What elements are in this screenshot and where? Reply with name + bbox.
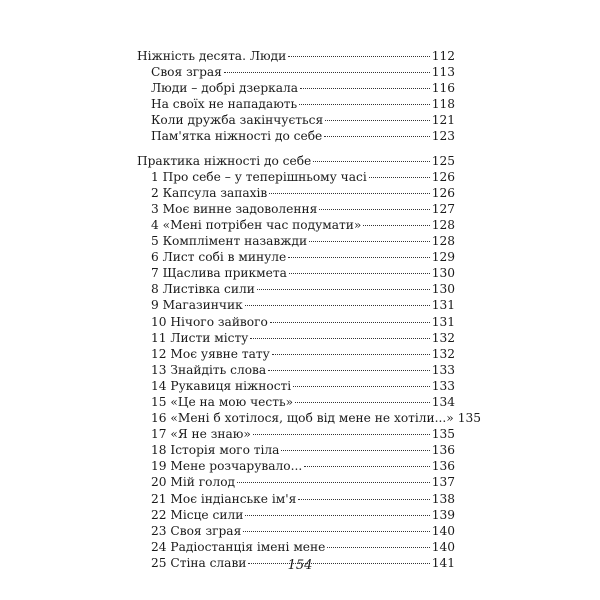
toc-entry-page: 130 [431,282,455,297]
toc-entry-title: 25 Стіна слави [151,555,247,570]
toc-entry-page: 138 [431,491,455,506]
toc-entry-title: 2 Капсула запахів [151,185,268,200]
toc-entry-page: 139 [431,507,455,522]
toc-entry-title: Своя зграя [151,65,222,80]
toc-entry-title: 4 «Мені потрібен час подумати» [151,217,362,232]
dot-leader [272,342,430,355]
toc-entry-page: 135 [457,411,482,426]
dot-leader [298,487,429,500]
toc-entry-title: 16 «Мені б хотілося, щоб від мене не хотіли...» [151,411,454,426]
toc-entry-page: 132 [431,346,455,361]
toc-entry-page: 128 [431,234,455,249]
toc-entry [137,393,455,409]
dot-leader [293,374,430,387]
dot-leader [313,149,429,162]
toc-entry-title: 14 Рукавиця ніжності [151,378,292,393]
toc-entry-page: 127 [431,201,455,216]
toc-entry-page: 116 [431,81,455,96]
toc-section-people [137,47,455,144]
toc-entry-page: 141 [431,555,455,570]
toc-entry-title: 17 «Я не знаю» [151,427,251,442]
dot-leader [300,76,430,89]
toc-entry-title: 10 Нічого зайвого [151,314,268,329]
toc-entry-title: 3 Моє винне задоволення [151,201,318,216]
toc-entry-title: 9 Магазинчик [151,298,243,313]
toc-entry-title: 22 Місце сили [151,507,244,522]
dot-leader [288,245,430,258]
toc-entry-page: 126 [431,185,455,200]
toc-entry-page: 113 [431,65,455,80]
dot-leader [327,535,429,548]
dot-leader [295,390,430,403]
toc-entry-page: 128 [431,217,455,232]
toc-entry-page: 136 [431,443,455,458]
toc-entry-title: 8 Листівка сили [151,282,255,297]
dot-leader [363,213,429,226]
dot-leader [369,165,430,178]
toc-entry-title: 18 Історія мого тіла [151,443,280,458]
toc-entry-page: 135 [431,427,455,442]
toc-entry-title: 13 Знайдіть слова [151,362,267,377]
toc-entry-title: На своїх не нападають [151,97,298,112]
toc-entry-page: 133 [431,362,455,377]
dot-leader [253,422,430,435]
toc-heading-page: 112 [431,49,455,63]
toc-entry-page: 118 [431,97,455,112]
dot-leader [224,60,430,73]
toc-entry-page: 140 [431,523,455,538]
toc-entry-title: 7 Щаслива прикмета [151,266,287,281]
dot-leader [237,470,430,483]
dot-leader [325,108,430,121]
page-number: 154 [287,558,313,573]
toc-entry-page: 129 [431,250,455,265]
toc-entry-title: 21 Моє індіанське ім'я [151,491,297,506]
toc-entry-title: 23 Своя зграя [151,523,242,538]
toc-entry-page: 121 [431,113,455,128]
toc-entry-page: 133 [431,378,455,393]
toc-entry-page: 136 [431,459,455,474]
dot-leader [268,358,430,371]
toc-heading-title: Практика ніжності до себе [137,153,312,168]
toc-entry-title: 20 Мій голод [151,475,236,490]
table-of-contents [137,47,482,570]
dot-leader [309,229,430,242]
dot-leader [289,261,430,274]
toc-entry-page: 137 [431,475,455,490]
dot-leader [270,310,430,323]
toc-entry-page: 140 [431,539,455,554]
toc-entry-title: 6 Лист собі в минуле [151,250,287,265]
toc-section-practice [137,152,482,570]
dot-leader [245,503,429,516]
toc-entry [137,127,455,143]
dot-leader [324,124,429,137]
toc-entry-page: 123 [431,129,455,144]
toc-entry-page: 130 [431,266,455,281]
toc-entry-title: 11 Листи місту [151,330,249,345]
dot-leader [299,92,430,105]
toc-entry-title: Люди – добрі дзеркала [151,81,299,96]
dot-leader [319,197,429,210]
toc-entry-title: Пам'ятка ніжності до себе [151,129,323,144]
toc-heading-title: Ніжність десята. Люди [137,49,287,63]
toc-entry-title: Коли дружба закінчується [151,113,324,128]
dot-leader [257,277,430,290]
toc-entry-title: 1 Про себе – у теперішньому часі [151,169,367,184]
dot-leader [269,181,429,194]
toc-entry-title: 12 Моє уявне тату [151,346,270,361]
toc-entry-title: 15 «Це на мою честь» [151,394,294,409]
toc-entry-title: 24 Радіостанція імені мене [151,539,326,554]
toc-entry-title: 19 Мене розчарувало... [151,459,303,474]
toc-entry-page: 131 [431,298,455,313]
toc-entry-title: 5 Комплімент назавжди [151,234,308,249]
dot-leader [250,326,429,339]
toc-entry-page: 134 [431,394,455,409]
toc-entry-page: 132 [431,330,455,345]
toc-entry-page: 126 [431,169,455,184]
dot-leader [245,293,430,306]
dot-leader [304,454,430,467]
dot-leader [243,519,429,532]
toc-heading-page: 125 [431,153,455,168]
dot-leader [288,44,430,57]
toc-entry-page: 131 [431,314,455,329]
dot-leader [281,438,429,451]
